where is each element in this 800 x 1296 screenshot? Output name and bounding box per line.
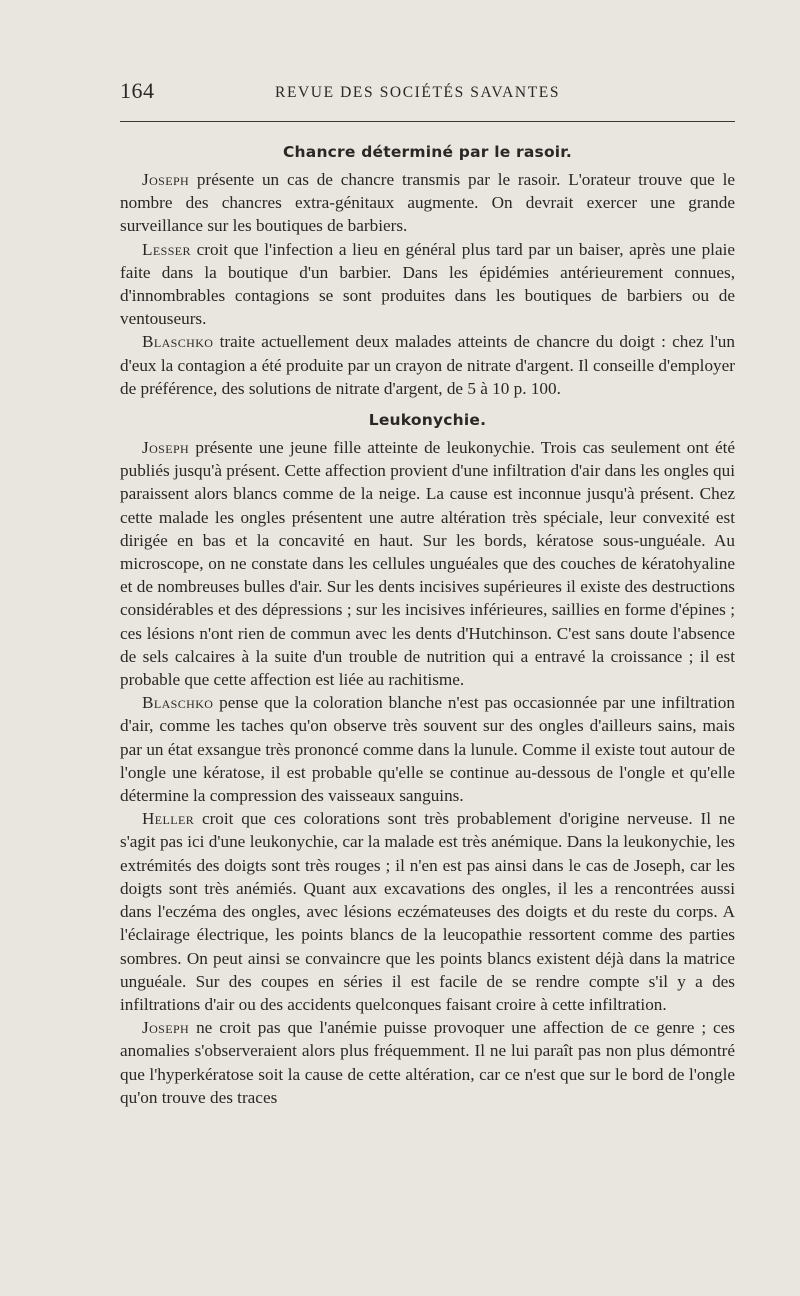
- speaker-name: Heller: [142, 809, 195, 829]
- speaker-name: Lesser: [142, 239, 191, 259]
- section-title-chancre: Chancre déterminé par le rasoir.: [282, 143, 573, 161]
- paragraph: [120, 330, 735, 400]
- paragraph: [120, 238, 735, 331]
- paragraph: [120, 1016, 735, 1109]
- paragraph-text: présente une jeune fille atteinte de leukonychie. Trois cas seulement ont été publiés jusqu'à présent. Cette affection provient d'une infiltration d'air dans les ongles qui paraissent alors blancs comme de la neige. La cause est inconnue jusqu'à présent. Chez cette malade les ongles présentent une autre altération très spéciale, leur convexité est dirigée en bas et la concavité en haut. Sur les bords, kératose sous-unguéale. Au microscope, on ne constate dans les cellules unguéales que des couches de kératohyaline et de nombreuses bulles d'air. Sur les dents incisives supérieures il existe des destructions considérables et des dépressions ; sur les incisives inférieures, saillies en forme d'épines ; ces lésions n'ont rien de commun avec les dents d'Hutchinson. C'est sans doute l'absence de sels calcaires à la suite d'un trouble de nutrition qui a entravé la croissance ; il est probable que cette affection est liée au rachitisme.: [120, 438, 735, 690]
- paragraph-text: présente un cas de chancre transmis par le rasoir. L'orateur trouve que le nombre des chancres extra-génitaux augmente. On devrait exercer une grande surveillance sur les boutiques de barbiers.: [120, 170, 735, 236]
- paragraph-text: croit que l'infection a lieu en général plus tard par un baiser, après une plaie faite dans la boutique d'un barbier. Dans les épidémies antérieurement connues, d'innombrables contagions se sont produites dans les boutiques de barbiers ou de ventouseurs.: [120, 239, 735, 329]
- paragraph-text: croit que ces colorations sont très probablement d'origine nerveuse. Il ne s'agit pas ici d'une leukonychie, car la malade est très anémique. Dans la leukonychie, les extrémités des doigts sont très rouges ; il n'en est pas ainsi dans le cas de Joseph, car les doigts sont très anémiés. Quant aux excavations des ongles, il les a rencontrées aussi dans l'eczéma des ongles, avec lésions eczémateuses des doigts et du reste du corps. A l'éclairage électrique, les points blancs de la leucopathie ressortent comme des parties sombres. On peut ainsi se convaincre que les points blancs existent déjà dans la matrice unguéale. Sur des coupes en séries il est facile de se rendre compte s'il y a des infiltrations d'air ou des accidents quelconques faisant croire à cette infiltration.: [120, 809, 735, 1014]
- page-header: [120, 78, 735, 108]
- speaker-name: Joseph: [142, 438, 190, 458]
- paragraph: [120, 807, 735, 1016]
- speaker-name: Blaschko: [142, 693, 214, 713]
- paragraph-text: ne croit pas que l'anémie puisse provoquer une affection de ce genre ; ces anomalies s'observeraient alors plus fréquemment. Il ne lui paraît pas non plus démontré que l'hyperkératose soit la cause de cette altération, car ce n'est que sur le bord de l'ongle qu'on trouve des traces: [120, 1018, 735, 1107]
- speaker-name: Blaschko: [142, 332, 214, 352]
- paragraph: [120, 168, 735, 238]
- speaker-name: Joseph: [142, 1018, 190, 1038]
- body-text: [120, 142, 735, 1109]
- page-number: 164: [120, 78, 155, 103]
- paragraph-text: pense que la coloration blanche n'est pas occasionnée par une infiltration d'air, comme les taches qu'on observe très souvent sur des ongles d'ailleurs sains, mais par un état exsangue très prononcé comme dans la lunule. Comme il existe tout autour de l'ongle une kératose, il est probable qu'elle se continue au-dessous de l'ongle et qu'elle détermine la compression des vaisseaux sanguins.: [120, 693, 735, 806]
- paragraph-text: traite actuellement deux malades atteints de chancre du doigt : chez l'un d'eux la contagion a été produite par un crayon de nitrate d'argent. Il conseille d'employer de préférence, des solutions de nitrate d'argent, de 5 à 10 p. 100.: [120, 332, 735, 398]
- paragraph: [120, 436, 735, 691]
- running-title: REVUE DES SOCIÉTÉS SAVANTES: [275, 84, 561, 101]
- speaker-name: Joseph: [142, 170, 190, 189]
- section-title-leukonychie: Leukonychie.: [368, 411, 487, 430]
- paragraph: [120, 691, 735, 807]
- header-rule: [120, 121, 735, 122]
